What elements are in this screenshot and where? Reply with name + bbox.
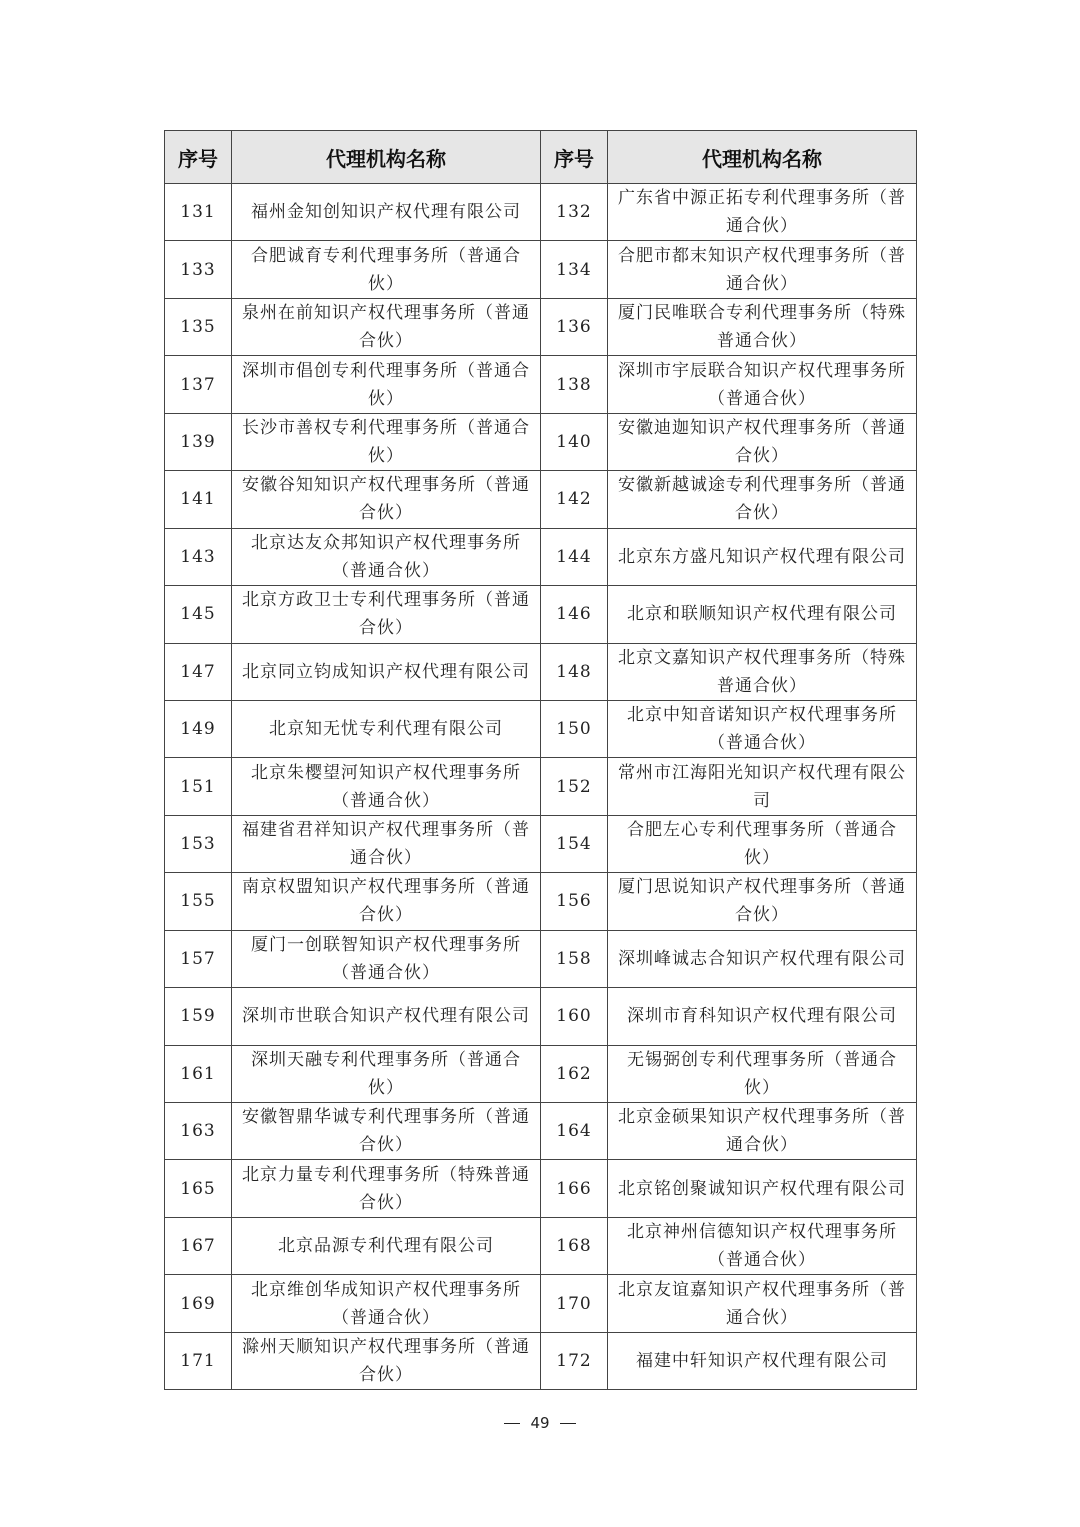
serial-cell: 166 bbox=[541, 1160, 608, 1217]
agency-name-cell: 无锡弼创专利代理事务所（普通合伙） bbox=[608, 1045, 917, 1102]
agency-name-cell: 深圳市育科知识产权代理有限公司 bbox=[608, 988, 917, 1045]
table-row bbox=[165, 758, 917, 815]
serial-cell: 148 bbox=[541, 643, 608, 700]
agency-name-cell: 深圳市宇辰联合知识产权代理事务所（普通合伙） bbox=[608, 356, 917, 413]
agency-name-cell: 南京权盟知识产权代理事务所（普通合伙） bbox=[232, 873, 541, 930]
agency-name-cell: 北京达友众邦知识产权代理事务所（普通合伙） bbox=[232, 528, 541, 585]
serial-cell: 163 bbox=[165, 1103, 232, 1160]
agency-name-cell: 北京友谊嘉知识产权代理事务所（普通合伙） bbox=[608, 1275, 917, 1332]
agency-name-cell: 北京金硕果知识产权代理事务所（普通合伙） bbox=[608, 1103, 917, 1160]
agency-name-cell: 合肥诚育专利代理事务所（普通合伙） bbox=[232, 241, 541, 298]
footer-dash-right bbox=[560, 1423, 576, 1424]
serial-cell: 165 bbox=[165, 1160, 232, 1217]
agency-name-cell: 深圳天融专利代理事务所（普通合伙） bbox=[232, 1045, 541, 1102]
table-row bbox=[165, 643, 917, 700]
serial-cell: 132 bbox=[541, 184, 608, 241]
agency-name-cell: 北京神州信德知识产权代理事务所（普通合伙） bbox=[608, 1217, 917, 1274]
serial-cell: 147 bbox=[165, 643, 232, 700]
page-number: 49 bbox=[530, 1414, 550, 1432]
agency-name-cell: 北京同立钧成知识产权代理有限公司 bbox=[232, 643, 541, 700]
serial-cell: 135 bbox=[165, 298, 232, 355]
agency-name-cell: 深圳市倡创专利代理事务所（普通合伙） bbox=[232, 356, 541, 413]
serial-cell: 131 bbox=[165, 184, 232, 241]
agency-name-cell: 北京品源专利代理有限公司 bbox=[232, 1217, 541, 1274]
serial-cell: 169 bbox=[165, 1275, 232, 1332]
agency-name-cell: 深圳市世联合知识产权代理有限公司 bbox=[232, 988, 541, 1045]
agency-name-cell: 福建中轩知识产权代理有限公司 bbox=[608, 1332, 917, 1389]
table-row bbox=[165, 1045, 917, 1102]
table-row bbox=[165, 1275, 917, 1332]
serial-cell: 146 bbox=[541, 586, 608, 643]
agency-name-cell: 滁州天顺知识产权代理事务所（普通合伙） bbox=[232, 1332, 541, 1389]
serial-cell: 152 bbox=[541, 758, 608, 815]
agency-name-cell: 安徽迪迦知识产权代理事务所（普通合伙） bbox=[608, 413, 917, 470]
header-serial-left: 序号 bbox=[165, 131, 232, 184]
agency-name-cell: 北京文嘉知识产权代理事务所（特殊普通合伙） bbox=[608, 643, 917, 700]
serial-cell: 137 bbox=[165, 356, 232, 413]
serial-cell: 161 bbox=[165, 1045, 232, 1102]
agency-name-cell: 安徽新越诚途专利代理事务所（普通合伙） bbox=[608, 471, 917, 528]
serial-cell: 145 bbox=[165, 586, 232, 643]
agency-name-cell: 北京力量专利代理事务所（特殊普通合伙） bbox=[232, 1160, 541, 1217]
table-row bbox=[165, 1332, 917, 1389]
table-row bbox=[165, 298, 917, 355]
agency-name-cell: 北京和联顺知识产权代理有限公司 bbox=[608, 586, 917, 643]
serial-cell: 140 bbox=[541, 413, 608, 470]
serial-cell: 154 bbox=[541, 815, 608, 872]
serial-cell: 167 bbox=[165, 1217, 232, 1274]
serial-cell: 150 bbox=[541, 700, 608, 757]
serial-cell: 162 bbox=[541, 1045, 608, 1102]
serial-cell: 149 bbox=[165, 700, 232, 757]
table-row bbox=[165, 184, 917, 241]
agency-name-cell: 厦门一创联智知识产权代理事务所（普通合伙） bbox=[232, 930, 541, 987]
footer-dash-left bbox=[504, 1423, 520, 1424]
table-row bbox=[165, 988, 917, 1045]
serial-cell: 164 bbox=[541, 1103, 608, 1160]
serial-cell: 141 bbox=[165, 471, 232, 528]
serial-cell: 172 bbox=[541, 1332, 608, 1389]
serial-cell: 155 bbox=[165, 873, 232, 930]
table-row bbox=[165, 528, 917, 585]
serial-cell: 158 bbox=[541, 930, 608, 987]
serial-cell: 156 bbox=[541, 873, 608, 930]
agency-name-cell: 福建省君祥知识产权代理事务所（普通合伙） bbox=[232, 815, 541, 872]
agency-name-cell: 泉州在前知识产权代理事务所（普通合伙） bbox=[232, 298, 541, 355]
table-row bbox=[165, 700, 917, 757]
agency-name-cell: 厦门思说知识产权代理事务所（普通合伙） bbox=[608, 873, 917, 930]
agency-table bbox=[164, 130, 917, 1390]
serial-cell: 170 bbox=[541, 1275, 608, 1332]
agency-name-cell: 常州市江海阳光知识产权代理有限公司 bbox=[608, 758, 917, 815]
serial-cell: 134 bbox=[541, 241, 608, 298]
agency-name-cell: 北京铭创聚诚知识产权代理有限公司 bbox=[608, 1160, 917, 1217]
table-row bbox=[165, 1160, 917, 1217]
serial-cell: 138 bbox=[541, 356, 608, 413]
agency-name-cell: 广东省中源正拓专利代理事务所（普通合伙） bbox=[608, 184, 917, 241]
table-body bbox=[165, 184, 917, 1390]
agency-name-cell: 安徽谷知知识产权代理事务所（普通合伙） bbox=[232, 471, 541, 528]
header-agency-name-left: 代理机构名称 bbox=[232, 131, 541, 184]
agency-name-cell: 北京东方盛凡知识产权代理有限公司 bbox=[608, 528, 917, 585]
serial-cell: 171 bbox=[165, 1332, 232, 1389]
table-row bbox=[165, 586, 917, 643]
table-row bbox=[165, 873, 917, 930]
serial-cell: 133 bbox=[165, 241, 232, 298]
table-row bbox=[165, 815, 917, 872]
header-serial-right: 序号 bbox=[541, 131, 608, 184]
agency-name-cell: 北京中知音诺知识产权代理事务所（普通合伙） bbox=[608, 700, 917, 757]
serial-cell: 136 bbox=[541, 298, 608, 355]
table-row bbox=[165, 1217, 917, 1274]
table-row bbox=[165, 930, 917, 987]
table-header-row bbox=[165, 131, 917, 184]
serial-cell: 151 bbox=[165, 758, 232, 815]
agency-name-cell: 北京维创华成知识产权代理事务所（普通合伙） bbox=[232, 1275, 541, 1332]
serial-cell: 139 bbox=[165, 413, 232, 470]
table-row bbox=[165, 241, 917, 298]
serial-cell: 142 bbox=[541, 471, 608, 528]
agency-name-cell: 北京方政卫士专利代理事务所（普通合伙） bbox=[232, 586, 541, 643]
agency-name-cell: 合肥左心专利代理事务所（普通合伙） bbox=[608, 815, 917, 872]
agency-name-cell: 合肥市都末知识产权代理事务所（普通合伙） bbox=[608, 241, 917, 298]
table-row bbox=[165, 413, 917, 470]
serial-cell: 143 bbox=[165, 528, 232, 585]
serial-cell: 168 bbox=[541, 1217, 608, 1274]
agency-name-cell: 安徽智鼎华诚专利代理事务所（普通合伙） bbox=[232, 1103, 541, 1160]
serial-cell: 160 bbox=[541, 988, 608, 1045]
header-agency-name-right: 代理机构名称 bbox=[608, 131, 917, 184]
serial-cell: 144 bbox=[541, 528, 608, 585]
serial-cell: 153 bbox=[165, 815, 232, 872]
page-footer bbox=[0, 1414, 1080, 1432]
table-row bbox=[165, 471, 917, 528]
table-row bbox=[165, 356, 917, 413]
agency-name-cell: 北京知无忧专利代理有限公司 bbox=[232, 700, 541, 757]
agency-name-cell: 厦门民唯联合专利代理事务所（特殊普通合伙） bbox=[608, 298, 917, 355]
agency-name-cell: 长沙市善权专利代理事务所（普通合伙） bbox=[232, 413, 541, 470]
agency-name-cell: 深圳峰诚志合知识产权代理有限公司 bbox=[608, 930, 917, 987]
agency-name-cell: 福州金知创知识产权代理有限公司 bbox=[232, 184, 541, 241]
serial-cell: 159 bbox=[165, 988, 232, 1045]
serial-cell: 157 bbox=[165, 930, 232, 987]
table-row bbox=[165, 1103, 917, 1160]
agency-name-cell: 北京朱樱望河知识产权代理事务所（普通合伙） bbox=[232, 758, 541, 815]
